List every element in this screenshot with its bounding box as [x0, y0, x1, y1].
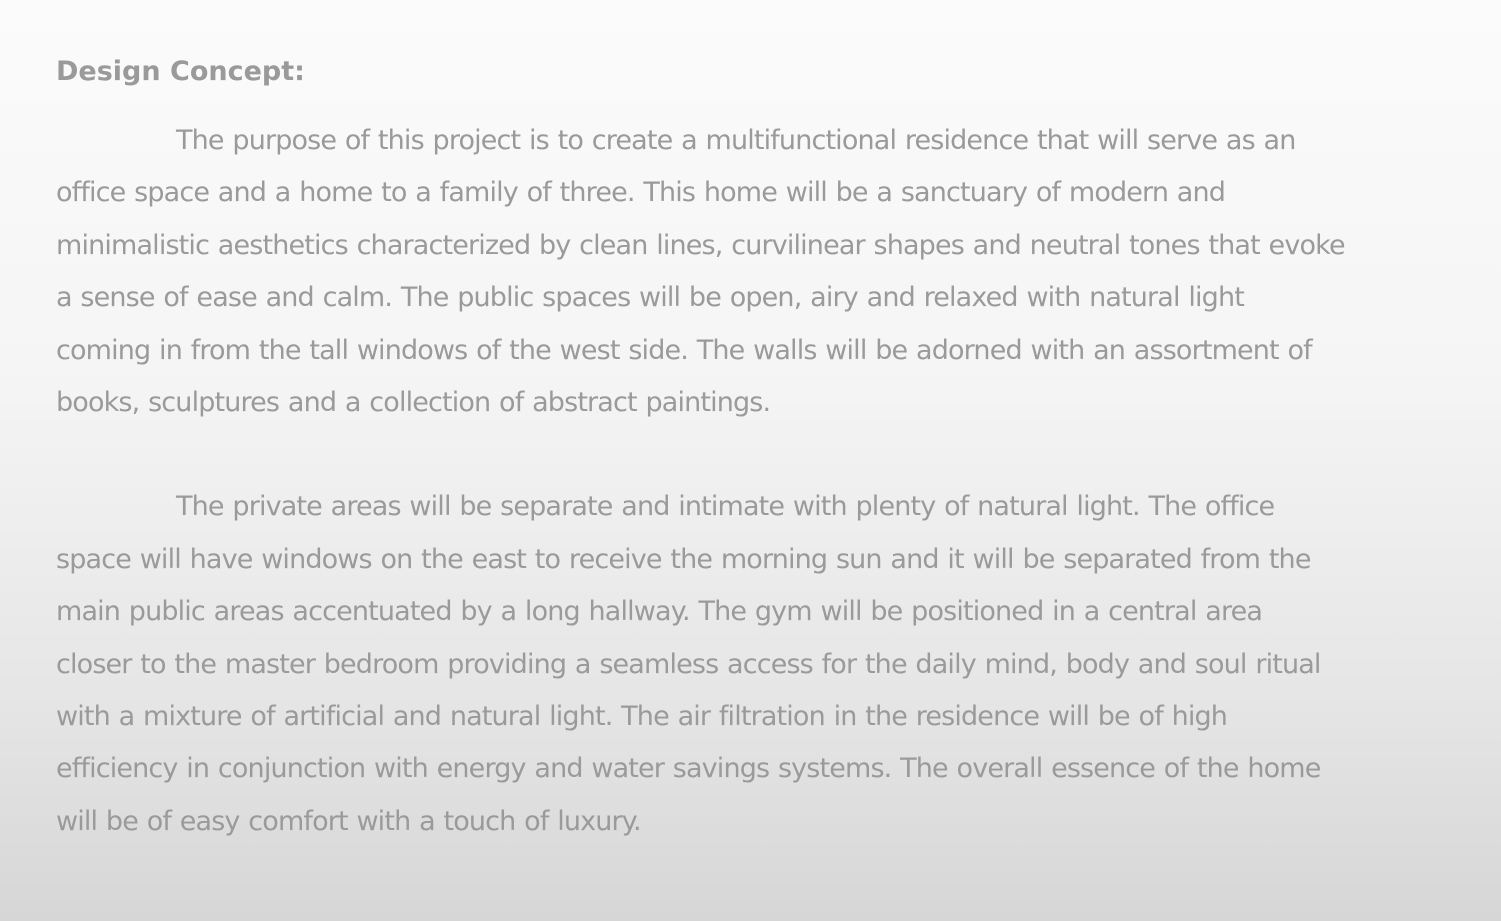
paragraph-private-areas: The private areas will be separate and intimate with plenty of natural light. The office space will have windows on the east to receive the morning sun and it will be separated from the main public areas accentuated by a long hallway. The gym will be positioned in a central area closer to the master bedroom providing a seamless access for the daily mind, body and soul ritual with a mixture of artificial and natural light. The air filtration in the residence will be of high efficiency in conjunction with energy and water savings systems. The overall essence of the home will be of easy comfort with a touch of luxury. — [56, 491, 1321, 837]
section-heading: Design Concept: — [56, 56, 305, 87]
paragraph-purpose: The purpose of this project is to create a multifunctional residence that will serve as an office space and a home to a family of three. This home will be a sanctuary of modern and minimalistic aesthetics characterized by clean lines, curvilinear shapes and neutral tones that evoke a sense of ease and calm. The public spaces will be open, airy and relaxed with natural light coming in from the tall windows of the west side. The walls will be adorned with an assortment of books, sculptures and a collection of abstract paintings. — [56, 125, 1345, 419]
